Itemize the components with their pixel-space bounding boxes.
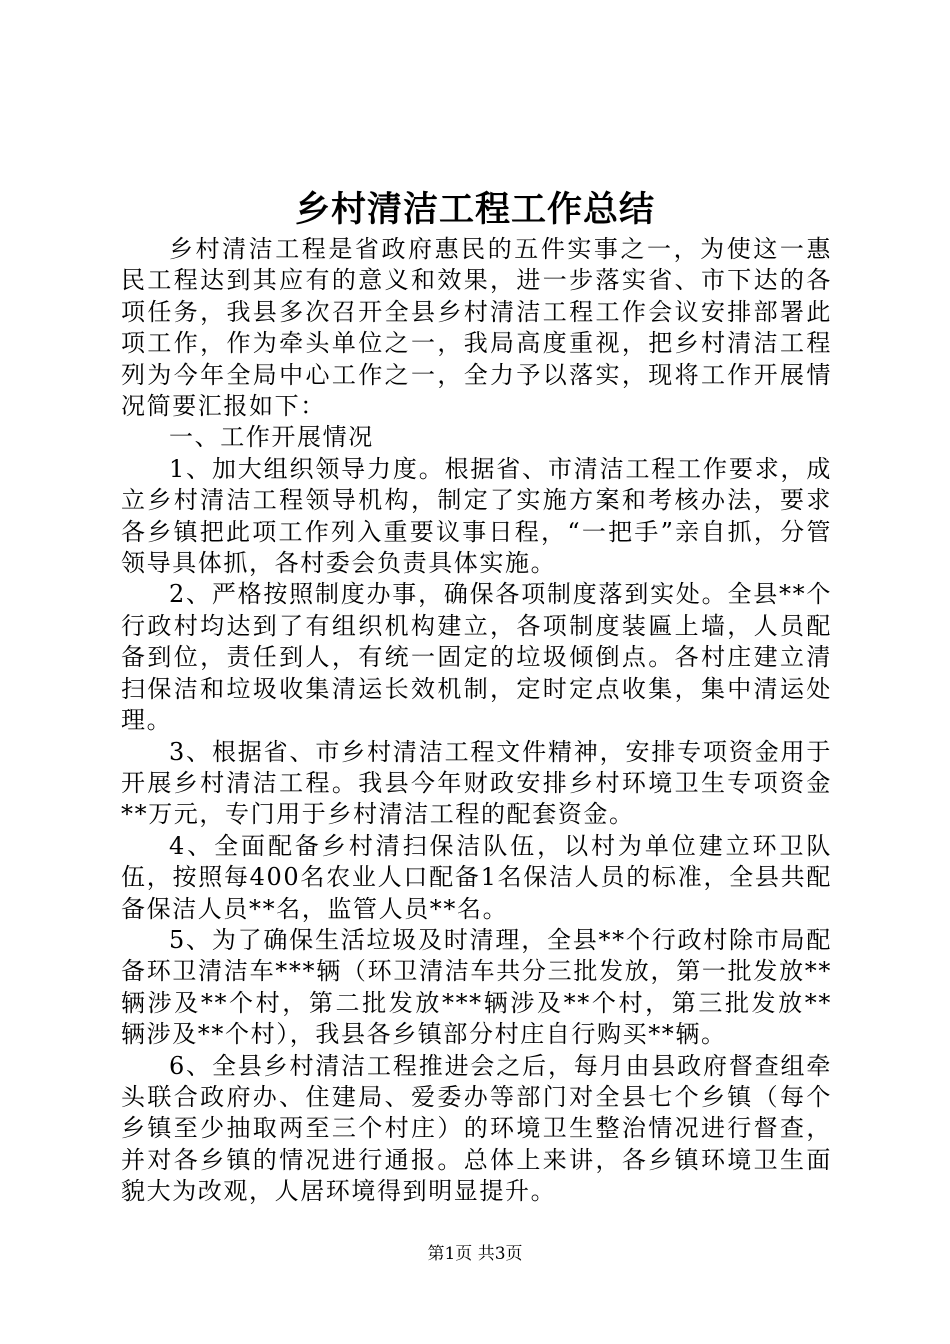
intro-paragraph: 乡村清洁工程是省政府惠民的五件实事之一，为使这一惠民工程达到其应有的意义和效果，进一步落实省、市下达的各项任务，我县多次召开全县乡村清洁工程工作会议安排部署此项工作，作为牵头单位之一，我局高度重视，把乡村清洁工程列为今年全局中心工作之一，全力予以落实，现将工作开展情况简要汇报如下： [121,235,832,421]
item-paragraph-5: 5、为了确保生活垃圾及时清理，全县**个行政村除市局配备环卫清洁车***辆（环卫清洁车共分三批发放，第一批发放**辆涉及**个村，第二批发放***辆涉及**个村，第三批发放**辆涉及**个村），我县各乡镇部分村庄自行购买**辆。 [121,925,832,1049]
document-title: 乡村清洁工程工作总结 [294,189,655,230]
section-heading: 一、工作开展情况 [169,423,374,452]
item-paragraph-1: 1、加大组织领导力度。根据省、市清洁工程工作要求，成立乡村清洁工程领导机构，制定了实施方案和考核办法，要求各乡镇把此项工作列入重要议事日程，“一把手”亲自抓，分管领导具体抓，各村委会负责具体实施。 [121,454,832,578]
item-paragraph-3: 3、根据省、市乡村清洁工程文件精神，安排专项资金用于开展乡村清洁工程。我县今年财政安排乡村环境卫生专项资金**万元，专门用于乡村清洁工程的配套资金。 [121,737,832,829]
item-paragraph-2: 2、严格按照制度办事，确保各项制度落到实处。全县**个行政村均达到了有组织机构建立，各项制度装匾上墙，人员配备到位，责任到人，有统一固定的垃圾倾倒点。各村庄建立清扫保洁和垃圾收集清运长效机制，定时定点收集，集中清运处理。 [121,580,832,735]
document-body [121,234,832,1208]
item-paragraph-6: 6、全县乡村清洁工程推进会之后，每月由县政府督查组牵头联合政府办、住建局、爱委办等部门对全县七个乡镇（每个乡镇至少抽取两至三个村庄）的环境卫生整治情况进行督查，并对各乡镇的情况进行通报。总体上来讲，各乡镇环境卫生面貌大为改观，人居环境得到明显提升。 [121,1051,832,1206]
item-paragraph-4: 4、全面配备乡村清扫保洁队伍，以村为单位建立环卫队伍，按照每400名农业人口配备1名保洁人员的标准，全县共配备保洁人员**名，监管人员**名。 [121,831,832,923]
page-number-footer: 第1页 共3页 [427,1244,523,1264]
